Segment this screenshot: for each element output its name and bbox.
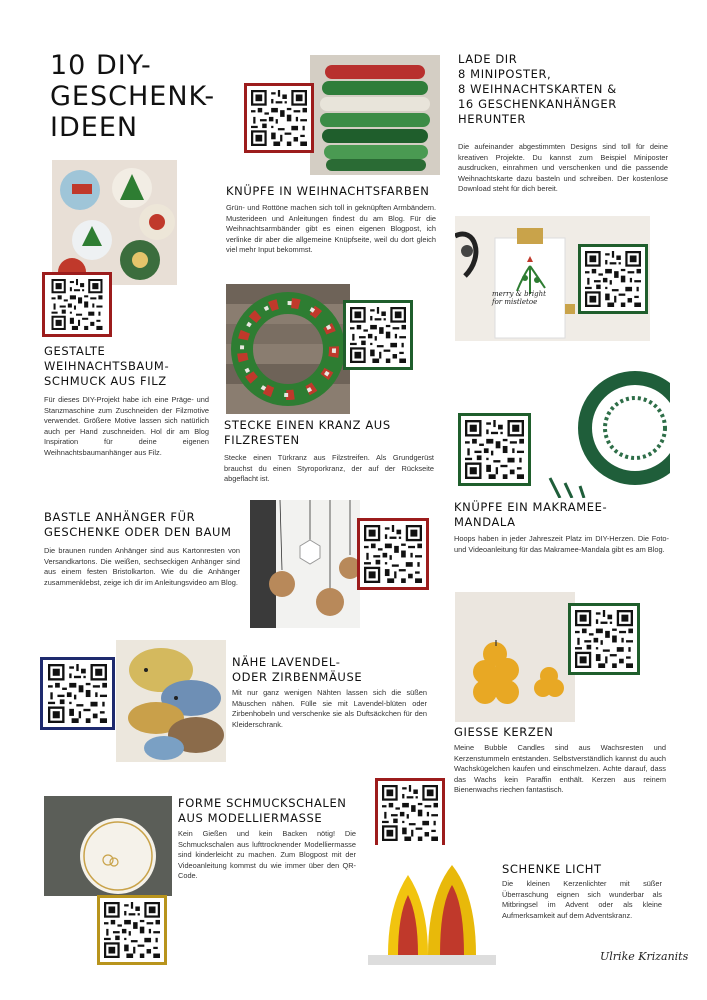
qr-code-bracelets[interactable] <box>244 83 314 153</box>
download-heading-line: 8 MINIPOSTER, <box>458 67 552 81</box>
wreath-photo <box>226 284 350 414</box>
download-heading-line: 8 WEIHNACHTSKARTEN & <box>458 82 617 96</box>
maeuse-text: Mit nur ganz wenigen Nähten lassen sich die süßen Mäuschen nähen. Fülle sie mit Lavendel-blüten oder Zirbenhobeln und verschenke sie als Duftsäckchen für den Kleiderschrank. <box>232 688 427 729</box>
maeuse-heading-line: ODER ZIRBENMÄUSE <box>232 670 363 684</box>
anhaenger-text: Die braunen runden Anhänger sind aus Kartonresten von Versandkartons. Die weißen, sechseckigen Anhänger sind aus einem festen Bristolkarton. Wie du die Anhänger zusammenklebst, zeige ich dir im Anleitungsvideo am Blog. <box>44 546 240 587</box>
anhaenger-heading-line: GESCHENKE ODER DEN BAUM <box>44 525 232 539</box>
kerzen-heading: GIESSE KERZEN <box>454 725 554 739</box>
makramee-heading-line: MANDALA <box>454 515 516 529</box>
title-line-3: IDEEN <box>50 112 139 143</box>
download-text: Die aufeinander abgestimmten Designs sind toll für deine kreativen Projekte. Du kannst zum Beispiel Miniposter ausdrucken, einrahmen und verschenken und die passende Weihnachtskarte dazu basteln und schreiben. Der kostenlose Download steht für dich bereit. <box>458 142 668 194</box>
qr-code-wreath[interactable] <box>343 300 413 370</box>
signature: Ulrike Krizanits <box>600 950 689 963</box>
felt-ornaments-photo <box>52 160 177 285</box>
filz-heading-line: GESTALTE <box>44 344 106 358</box>
qr-code-macrame[interactable] <box>458 413 531 486</box>
ornaments-photo <box>250 500 360 628</box>
download-heading-line: LADE DIR <box>458 52 518 66</box>
schalen-text: Kein Gießen und kein Backen nötig! Die Schmuckschalen aus lufttrocknender Modelliermasse sind kinderleicht zu machen. Zum Blogpost mit der Videoanleitung kommst du wie immer über den QR-Code. <box>178 829 356 881</box>
candles-photo <box>455 592 575 722</box>
knuepfe-text: Grün- und Rottöne machen sich toll in geknüpften Armbändern. Musterideen und Anleitungen findest du am Blog. Für die Weihnachtsarmbänder gibt es einen eigenen Blogpost, ich verlinke dir aber die allgemeine Knüpfseite, weil du dort gleich viel mehr Input bekommst. <box>226 203 436 255</box>
qr-code-bowls[interactable] <box>97 895 167 965</box>
lights-photo <box>368 845 496 965</box>
schalen-heading-line: AUS MODELLIERMASSE <box>178 811 323 825</box>
schalen-heading <box>178 796 388 826</box>
filz-heading <box>44 344 219 389</box>
title-line-2: GESCHENK- <box>50 81 216 112</box>
makramee-text: Hoops haben in jeder Jahreszeit Platz im DIY-Herzen. Die Foto- und Videoanleitung für das Makramee-Mandala gibt es am Blog. <box>454 534 669 554</box>
maeuse-heading-line: NÄHE LAVENDEL- <box>232 655 341 669</box>
knuepfe-heading: KNÜPFE IN WEIHNACHTSFARBEN <box>226 184 430 198</box>
download-heading-line: 16 GESCHENKANHÄNGER <box>458 97 617 111</box>
qr-code-felt[interactable] <box>42 272 112 337</box>
kranz-heading-line: STECKE EINEN KRANZ AUS <box>224 418 391 432</box>
kranz-text: Stecke einen Türkranz aus Filzstreifen. Als Grundgerüst brauchst du einen Styroporkranz, der auf der Rückseite abgeflacht ist. <box>224 453 434 484</box>
qr-code-card[interactable] <box>578 244 648 314</box>
makramee-heading-line: KNÜPFE EIN MAKRAMEE- <box>454 500 608 514</box>
bracelets-photo <box>310 55 440 175</box>
download-heading <box>458 52 678 127</box>
page-title <box>50 50 270 143</box>
kerzen-text: Meine Bubble Candles sind aus Wachsresten und Kerzenstummeln entstanden. Selbstverständlich kannst du auch Wachskügelchen kaufen und einschmelzen. Achte darauf, dass das Wachs kein Paraffin enthält. Kerzen aus reinem Bienenwachs riechen fantastisch. <box>454 743 666 795</box>
download-heading-line: HERUNTER <box>458 112 527 126</box>
kranz-heading <box>224 418 434 448</box>
qr-code-ornaments[interactable] <box>357 518 429 590</box>
macrame-photo <box>540 368 670 498</box>
anhaenger-heading-line: BASTLE ANHÄNGER FÜR <box>44 510 196 524</box>
card-text <box>492 290 552 306</box>
kranz-heading-line: FILZRESTEN <box>224 433 300 447</box>
filz-heading-line: WEIHNACHTSBAUM- <box>44 359 170 373</box>
maeuse-heading <box>232 655 432 685</box>
licht-text: Die kleinen Kerzenlichter mit süßer Überraschung eignen sich wunderbar als Mitbringsel im Advent oder als kleine Aufmerksamkeit auf dem Adventskranz. <box>502 879 662 920</box>
qr-code-mice[interactable] <box>40 657 115 730</box>
title-line-1: 10 DIY- <box>50 50 152 81</box>
schalen-heading-line: FORME SCHMUCKSCHALEN <box>178 796 347 810</box>
bowl-photo <box>44 796 172 896</box>
makramee-heading <box>454 500 684 530</box>
anhaenger-heading <box>44 510 264 540</box>
qr-code-candles[interactable] <box>568 603 640 675</box>
card-text-line: for mistletoe <box>492 298 538 306</box>
filz-text: Für dieses DIY-Projekt habe ich eine Präge- und Stanzmaschine zum Zuschneiden der Filzmotive verwendet. Größere Motive lassen sich natürlich auch per Hand zuschneiden. Hol dir am Blog Inspiration für deine eigenen Weihnachtsbaumanhänger aus Filz. <box>44 395 209 457</box>
mice-photo <box>116 640 226 762</box>
card-text-line: merry & bright <box>492 290 546 298</box>
filz-heading-line: SCHMUCK AUS FILZ <box>44 374 167 388</box>
licht-heading: SCHENKE LICHT <box>502 862 602 876</box>
